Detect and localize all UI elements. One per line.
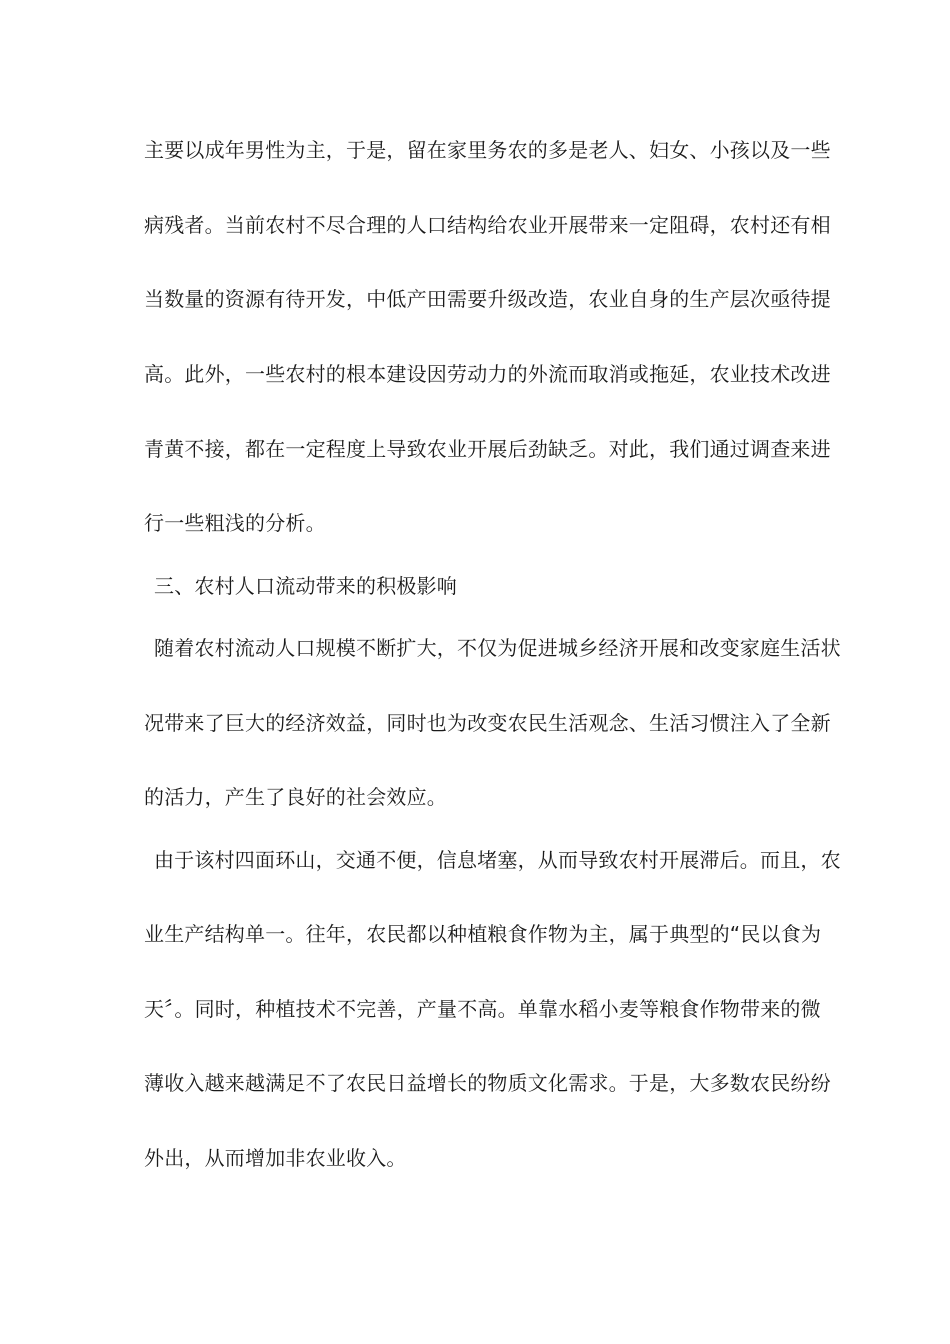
paragraph-line: 由于该村四面环山，交通不便，信息堵塞，从而导致农村开展滞后。而且，农 <box>154 848 841 872</box>
paragraph-line: 主要以成年男性为主，于是，留在家里务农的多是老人、妇女、小孩以及一些 <box>144 138 831 162</box>
paragraph-line: 外出，从而增加非农业收入。 <box>144 1146 407 1170</box>
paragraph-line: 薄收入越来越满足不了农民日益增长的物质文化需求。于是，大多数农民纷纷 <box>144 1071 831 1095</box>
paragraph-line: 况带来了巨大的经济效益，同时也为改变农民生活观念、生活习惯注入了全新 <box>144 711 831 735</box>
paragraph-line: 青黄不接，都在一定程度上导致农业开展后劲缺乏。对此，我们通过调查来进 <box>144 437 831 461</box>
paragraph-line: 行一些粗浅的分析。 <box>144 511 326 535</box>
paragraph-line: 业生产结构单一。往年，农民都以种植粮食作物为主，属于典型的“民以食为 <box>144 922 822 946</box>
paragraph-line: 高。此外，一些农村的根本建设因劳动力的外流而取消或拖延，农业技术改进 <box>144 362 831 386</box>
paragraph-line: 当数量的资源有待开发，中低产田需要升级改造，农业自身的生产层次亟待提 <box>144 287 831 311</box>
paragraph-line: 天〞。同时，种植技术不完善，产量不高。单靠水稻小麦等粮食作物带来的微 <box>144 997 821 1021</box>
paragraph-line: 随着农村流动人口规模不断扩大，不仅为促进城乡经济开展和改变家庭生活状 <box>154 636 841 660</box>
paragraph-line: 的活力，产生了良好的社会效应。 <box>144 785 447 809</box>
paragraph-line: 病残者。当前农村不尽合理的人口结构给农业开展带来一定阻碍，农村还有相 <box>144 213 831 237</box>
section-heading: 三、农村人口流动带来的积极影响 <box>154 574 457 598</box>
